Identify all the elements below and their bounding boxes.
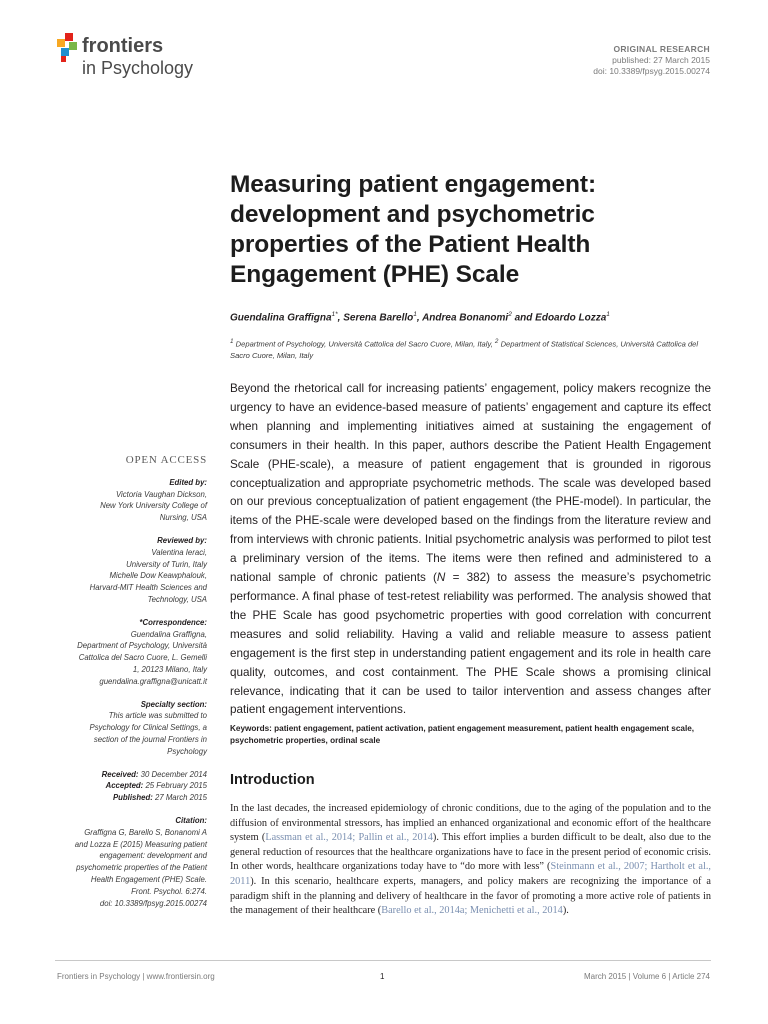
- footer-divider: [55, 960, 711, 961]
- published-value: 27 March 2015: [152, 793, 207, 803]
- citation-line: Graffigna G, Barello S, Bonanomi A: [84, 827, 207, 837]
- abstract-n-symbol: N: [436, 571, 446, 585]
- body-text: ). This effort implies a burden difficult to be dealt, also due to the general reduction of resources that the healthcare organizations have to face in the present period of economic crisis. In other words, healthcare organizations today have to “do more with less” (: [230, 832, 711, 873]
- received-label: Received:: [101, 769, 139, 779]
- correspondence-line: Guendalina Graffigna,: [130, 629, 207, 639]
- body-text: In the last decades, the increased epidemiology of chronic conditions, due to the aging of the population and to the diffusion of environmental stressors, has implied an enhanced organizational and economic effort of the healthcare system (: [230, 803, 711, 844]
- journal-logo[interactable]: [55, 30, 215, 80]
- keywords: [230, 723, 711, 746]
- reviewer-line: University of Turin, Italy: [126, 559, 207, 569]
- logo-word-frontiers: frontiers: [82, 35, 164, 57]
- article-meta: [593, 44, 710, 77]
- received-date: [40, 769, 207, 781]
- editor-line: New York University College of: [100, 501, 207, 511]
- reviewer-line: Valentina Ieraci,: [151, 547, 207, 557]
- published-label: Published:: [112, 793, 153, 803]
- editor-line: Victoria Vaughan Dickson,: [115, 489, 207, 499]
- specialty-line: section of the journal Frontiers in: [93, 734, 207, 744]
- article-type: ORIGINAL RESEARCH: [613, 44, 710, 54]
- affil-mark: 1: [230, 338, 234, 345]
- author-separator: ,: [337, 312, 344, 324]
- citation-link[interactable]: Lassman et al., 2014; Pallin et al., 2014: [265, 832, 433, 844]
- author-affil-mark: 1: [413, 311, 417, 318]
- correspondence-line: Cattolica del Sacro Cuore, L. Gemelli: [78, 653, 207, 663]
- affiliations: [230, 336, 710, 361]
- author-affil-mark: 2: [508, 311, 512, 318]
- correspondence-line: Department of Psychology, Università: [77, 641, 207, 651]
- footer-journal-link[interactable]: Frontiers in Psychology | www.frontiersin.org: [57, 972, 215, 981]
- published-date: published: 27 March 2015: [612, 55, 710, 65]
- received-value: 30 December 2014: [138, 769, 207, 779]
- citation-link[interactable]: Steinmann et al., 2007; Hartholt et al., 2011: [230, 861, 711, 887]
- section-heading-introduction: Introduction: [230, 772, 315, 788]
- logo-word-journal: in Psychology: [82, 58, 194, 78]
- author-name[interactable]: Andrea Bonanomi: [422, 312, 509, 324]
- author-name[interactable]: Serena Barello: [343, 312, 414, 324]
- reviewer-line: Harvard-MIT Health Sciences and: [89, 583, 207, 593]
- citation-line: engagement: development and: [99, 851, 207, 861]
- published-date-sidebar: [40, 792, 207, 804]
- correspondence-label: *Correspondence:: [139, 617, 207, 627]
- citation-doi[interactable]: doi: 10.3389/fpsyg.2015.00274: [99, 898, 207, 908]
- author-list: [230, 311, 710, 323]
- body-text: ). In this scenario, healthcare experts, managers, and policy makers are recognizing the importance of a paradigm shift in the planning and delivery of healthcare in the favor of promoting a more active role of patients in the management of their healthcare (: [230, 875, 711, 917]
- introduction-text: [230, 802, 711, 919]
- accepted-value: 25 February 2015: [143, 781, 207, 791]
- citation-line: and Lozza E (2015) Measuring patient: [74, 839, 207, 849]
- author-separator: and: [511, 312, 536, 324]
- open-access-label: OPEN ACCESS: [125, 454, 207, 466]
- article-title: Measuring patient engagement: development and psychometric properties of the Patient Health Engagement (PHE) Scale: [230, 171, 597, 288]
- author-name[interactable]: Guendalina Graffigna: [230, 312, 332, 324]
- accepted-date: [40, 780, 207, 792]
- specialty-line: Psychology for Clinical Settings, a: [89, 723, 207, 733]
- footer-issue-info: March 2015 | Volume 6 | Article 274: [583, 972, 710, 981]
- citation-label: Citation:: [175, 815, 207, 825]
- reviewer-line: Technology, USA: [147, 594, 207, 604]
- reviewed-by-label: Reviewed by:: [157, 535, 207, 545]
- accepted-label: Accepted:: [105, 781, 144, 791]
- body-text: ).: [562, 905, 569, 917]
- edited-by-label: Edited by:: [169, 477, 207, 487]
- page-number: 1: [380, 972, 385, 981]
- specialty-line: This article was submitted to: [108, 711, 207, 721]
- affil-text: Department of Psychology, Università Cattolica del Sacro Cuore, Milan, Italy,: [233, 339, 495, 349]
- citation-line: Health Engagement (PHE) Scale.: [90, 874, 207, 884]
- correspondence-email[interactable]: guendalina.graffigna@unicatt.it: [99, 676, 207, 686]
- reviewer-line: Michelle Dow Keawphalouk,: [109, 571, 207, 581]
- keywords-label: Keywords:: [230, 724, 272, 733]
- author-name[interactable]: Edoardo Lozza: [535, 312, 607, 324]
- keywords-text: patient engagement, patient activation, patient engagement measurement, patient health engagement scale, psychometric properties, ordinal scale: [230, 724, 695, 745]
- abstract-text: = 382) to assess the measure’s psychometric performance. A final phase of test-retest reliability was performed. The analysis showed that the PHE Scale has good psychometric properties with good correlation with concurrent measures and solid reliability. Having a valid and reliable measure to assess patient engagement is the first step in understanding patient engagement and its role in health care quality, outcomes, and cost containment. The PHE Scale shows a promising clinical relevance, indicating that it can be used to tailor intervention and assess changes after patient engagement interventions.: [230, 571, 711, 717]
- citation-line: Front. Psychol. 6:274.: [131, 886, 207, 896]
- article-sidebar: [40, 455, 207, 909]
- author-affil-mark: 1: [606, 311, 610, 318]
- affil-text: Department of Statistical Sciences, Università Cattolica del Sacro Cuore, Milan, Italy: [230, 339, 699, 360]
- specialty-line: Psychology: [167, 746, 207, 756]
- correspondence-line: 1, 20123 Milano, Italy: [132, 664, 207, 674]
- doi-link[interactable]: doi: 10.3389/fpsyg.2015.00274: [593, 66, 710, 76]
- frontiers-logo-icon: [57, 33, 81, 63]
- abstract-text: Beyond the rhetorical call for increasing patients’ engagement, policy makers recognize the urgency to have an evidence-based measure of patients’ engagement and capture its effect when planning and implementing initiatives aimed at sustaining the engagement of consumers in their health. In this paper, authors describe the Patient Health Engagement Scale (PHE-scale), a measure of patient engagement that is grounded in rigorous conceptualization and appropriate psychometric methods. The scale was developed based on our previous conceptualization of patient engagement (the PHE-model). In particular, the items of the PHE-scale were developed based on the findings from the literature review and from interviews with chronic patients. Initial psychometric analysis was performed to pilot test a preliminary version of the items. The items were then refined and administered to a national sample of chronic patients (: [230, 382, 711, 585]
- author-affil-mark: 1*: [331, 311, 338, 318]
- specialty-label: Specialty section:: [140, 699, 207, 709]
- editor-line: Nursing, USA: [159, 513, 207, 523]
- abstract: [230, 380, 711, 720]
- affil-mark: 2: [494, 338, 499, 345]
- author-separator: ,: [416, 312, 423, 324]
- citation-link[interactable]: Barello et al., 2014a; Menichetti et al., 2014: [381, 905, 563, 917]
- citation-line: psychometric properties of the Patient: [76, 863, 207, 873]
